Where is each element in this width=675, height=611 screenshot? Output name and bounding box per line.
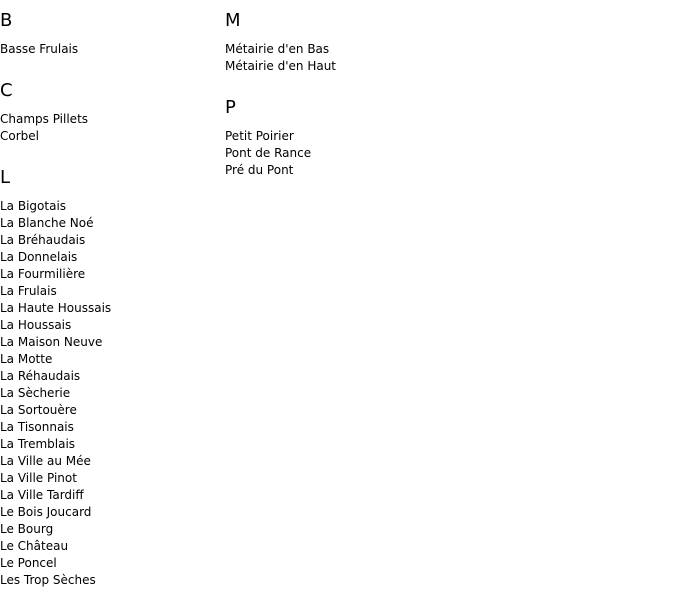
list-item[interactable]: Corbel	[0, 129, 39, 143]
list-item[interactable]: Pré du Pont	[225, 163, 294, 177]
letter-heading-l: L	[0, 167, 11, 188]
list-item[interactable]: Champs Pillets	[0, 112, 89, 126]
list-item[interactable]: La Donnelais	[0, 250, 78, 264]
list-item[interactable]: La Haute Houssais	[0, 301, 112, 315]
list-item[interactable]: Le Bois Joucard	[0, 505, 92, 519]
list-item[interactable]: La Sècherie	[0, 386, 71, 400]
letter-heading-p: P	[225, 97, 236, 118]
list-item[interactable]: La Motte	[0, 352, 53, 366]
list-item[interactable]: La Maison Neuve	[0, 335, 103, 349]
entry-list-m	[225, 41, 440, 75]
letter-group-c	[0, 80, 215, 145]
entry-list-p	[225, 128, 440, 179]
list-item[interactable]: La Bigotais	[0, 199, 67, 213]
list-item[interactable]: Les Trop Sèches	[0, 573, 96, 587]
letter-heading-b: B	[0, 10, 13, 31]
index-column-right	[225, 10, 440, 201]
list-item[interactable]: La Ville Tardiff	[0, 488, 84, 502]
list-item[interactable]: Le Bourg	[0, 522, 54, 536]
letter-group-p	[225, 97, 440, 179]
list-item[interactable]: La Tisonnais	[0, 420, 74, 434]
letter-heading-c: C	[0, 80, 13, 101]
list-item[interactable]: Métairie d'en Bas	[225, 42, 330, 56]
list-item[interactable]: Pont de Rance	[225, 146, 312, 160]
list-item[interactable]: La Sortouère	[0, 403, 77, 417]
list-item[interactable]: La Bréhaudais	[0, 233, 86, 247]
list-item[interactable]: Le Château	[0, 539, 69, 553]
entry-list-l	[0, 198, 215, 589]
letter-group-m	[225, 10, 440, 75]
list-item[interactable]: La Houssais	[0, 318, 72, 332]
entry-list-c	[0, 111, 215, 145]
list-item[interactable]: La Ville Pinot	[0, 471, 77, 485]
entry-list-b	[0, 41, 215, 58]
list-item[interactable]: Métairie d'en Haut	[225, 59, 336, 73]
letter-heading-m: M	[225, 10, 241, 31]
list-item[interactable]: La Réhaudais	[0, 369, 81, 383]
list-item[interactable]: La Ville au Mée	[0, 454, 91, 468]
list-item[interactable]: Petit Poirier	[225, 129, 294, 143]
letter-group-l	[0, 167, 215, 589]
list-item[interactable]: La Frulais	[0, 284, 57, 298]
letter-group-b	[0, 10, 215, 58]
list-item[interactable]: La Tremblais	[0, 437, 76, 451]
list-item[interactable]: La Blanche Noé	[0, 216, 94, 230]
index-column-left	[0, 10, 215, 611]
list-item[interactable]: Le Poncel	[0, 556, 57, 570]
list-item[interactable]: La Fourmilière	[0, 267, 86, 281]
list-item[interactable]: Basse Frulais	[0, 42, 79, 56]
